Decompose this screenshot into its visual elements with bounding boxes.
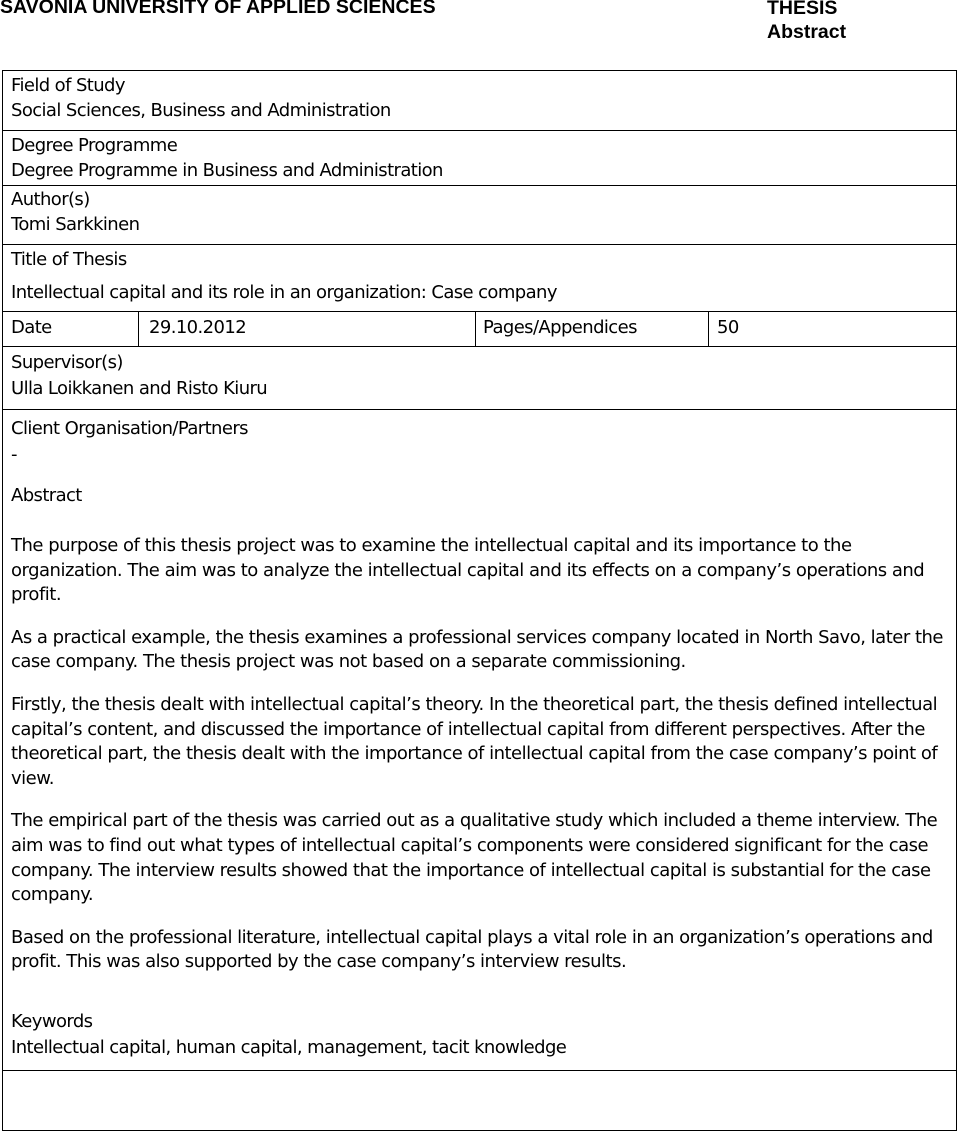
- divider: [3, 409, 956, 410]
- thesis-title-label: Title of Thesis: [11, 249, 127, 270]
- date-value: 29.10.2012: [149, 317, 247, 338]
- abstract-paragraph: As a practical example, the thesis examines a professional services company located in North Savo, later the case company. The thesis project was not based on a separate commissioning.: [11, 626, 943, 673]
- thesis-title-value: Intellectual capital and its role in an organization: Case company: [11, 282, 557, 303]
- client-label: Client Organisation/Partners: [11, 418, 248, 439]
- abstract-paragraph: The empirical part of the thesis was carried out as a qualitative study which included a theme interview. The aim was to find out what types of intellectual capital’s components were considered significant for the case company. The interview results showed that the importance of intellectual capital is substantial for the case company.: [11, 810, 938, 906]
- cell-divider: [708, 311, 709, 346]
- keywords-label: Keywords: [11, 1011, 93, 1032]
- keywords-value: Intellectual capital, human capital, management, tacit knowledge: [11, 1037, 567, 1058]
- pages-value: 50: [717, 317, 739, 338]
- thesis-form: [2, 70, 957, 1131]
- divider: [3, 244, 956, 245]
- cell-divider: [138, 311, 139, 346]
- date-label: Date: [11, 317, 52, 338]
- pages-label: Pages/Appendices: [483, 317, 637, 338]
- abstract-paragraph: Firstly, the thesis dealt with intellectual capital’s theory. In the theoretical part, the thesis defined intellectual capital’s content, and discussed the importance of intellectual capital from different perspectives. After the theoretical part, the thesis dealt with the importance of intellectual capital from the case company’s point of view.: [11, 693, 938, 789]
- abstract-body: [11, 534, 946, 975]
- supervisors-label: Supervisor(s): [11, 352, 123, 373]
- institution-name: SAVONIA UNIVERSITY OF APPLIED SCIENCES: [0, 0, 436, 18]
- divider: [3, 346, 956, 347]
- client-value: -: [11, 444, 17, 465]
- abstract-label: Abstract: [11, 485, 82, 506]
- authors-value: Tomi Sarkkinen: [11, 214, 140, 235]
- cell-divider: [475, 311, 476, 346]
- supervisors-value: Ulla Loikkanen and Risto Kiuru: [11, 378, 268, 399]
- degree-programme-label: Degree Programme: [11, 135, 178, 156]
- divider: [3, 1070, 956, 1071]
- divider: [3, 311, 956, 312]
- degree-programme-value: Degree Programme in Business and Administration: [11, 160, 443, 181]
- authors-label: Author(s): [11, 189, 90, 210]
- abstract-paragraph: The purpose of this thesis project was to examine the intellectual capital and its importance to the organization. The aim was to analyze the intellectual capital and its effects on a company’s operations and profit.: [11, 535, 925, 606]
- divider: [3, 130, 956, 131]
- field-of-study-label: Field of Study: [11, 75, 125, 96]
- abstract-heading: Abstract: [767, 21, 847, 43]
- thesis-label: THESIS: [767, 0, 838, 19]
- field-of-study-value: Social Sciences, Business and Administration: [11, 100, 391, 121]
- divider: [3, 185, 956, 186]
- document-type: [767, 0, 846, 44]
- abstract-paragraph: Based on the professional literature, intellectual capital plays a vital role in an organization’s operations and profit. This was also supported by the case company’s interview results.: [11, 926, 933, 973]
